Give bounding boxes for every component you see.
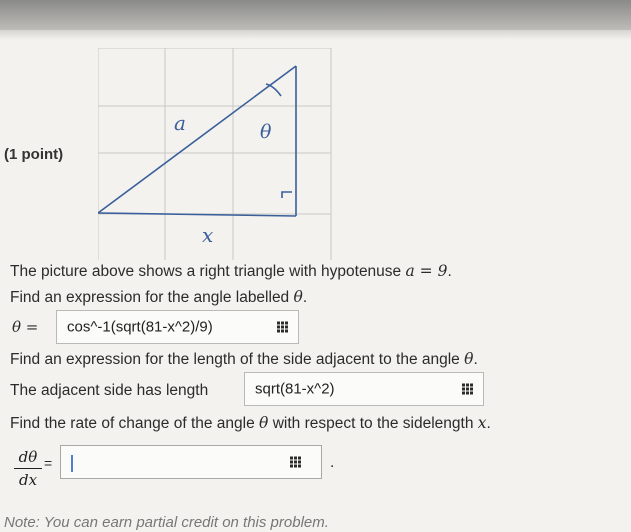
right-angle-mark <box>282 192 292 198</box>
derivative-equals: = <box>44 455 53 471</box>
derivative-trailing-period: . <box>330 454 335 471</box>
math-editor-icon[interactable] <box>462 384 473 395</box>
adjacent-side-answer-field[interactable] <box>244 372 484 406</box>
top-bar <box>0 0 631 30</box>
derivative-denominator: dx <box>18 471 38 489</box>
theta-answer-value: cos^-1(sqrt(81-x^2)/9) <box>67 318 213 336</box>
adjacent-side-answer-value: sqrt(81-x^2) <box>255 380 335 398</box>
theta-label: θ = <box>12 318 39 336</box>
hypotenuse-label: a <box>174 111 186 135</box>
derivative-answer-field[interactable] <box>60 445 322 479</box>
math-editor-icon[interactable] <box>277 322 288 333</box>
question-1-text: Find an expression for the angle labelled θ. <box>10 288 308 306</box>
derivative-fraction <box>14 448 42 489</box>
partial-credit-note: Note: You can earn partial credit on this problem. <box>4 514 329 531</box>
adjacent-side-label: The adjacent side has length <box>10 382 209 399</box>
intro-text: The picture above shows a right triangle with hypotenuse a = 9. <box>10 262 452 280</box>
math-editor-icon[interactable] <box>290 457 301 468</box>
question-2-text: Find an expression for the length of the side adjacent to the angle θ. <box>10 350 478 368</box>
triangle-figure <box>98 48 332 260</box>
theta-answer-field[interactable] <box>56 310 299 344</box>
angle-label: θ <box>260 121 272 143</box>
derivative-numerator: dθ <box>14 448 42 469</box>
question-3-text: Find the rate of change of the angle θ with respect to the sidelength x. <box>10 414 491 432</box>
points-label: (1 point) <box>4 146 64 163</box>
base-label: x <box>202 223 214 247</box>
text-cursor <box>71 455 73 472</box>
top-bar-shadow <box>0 30 631 40</box>
